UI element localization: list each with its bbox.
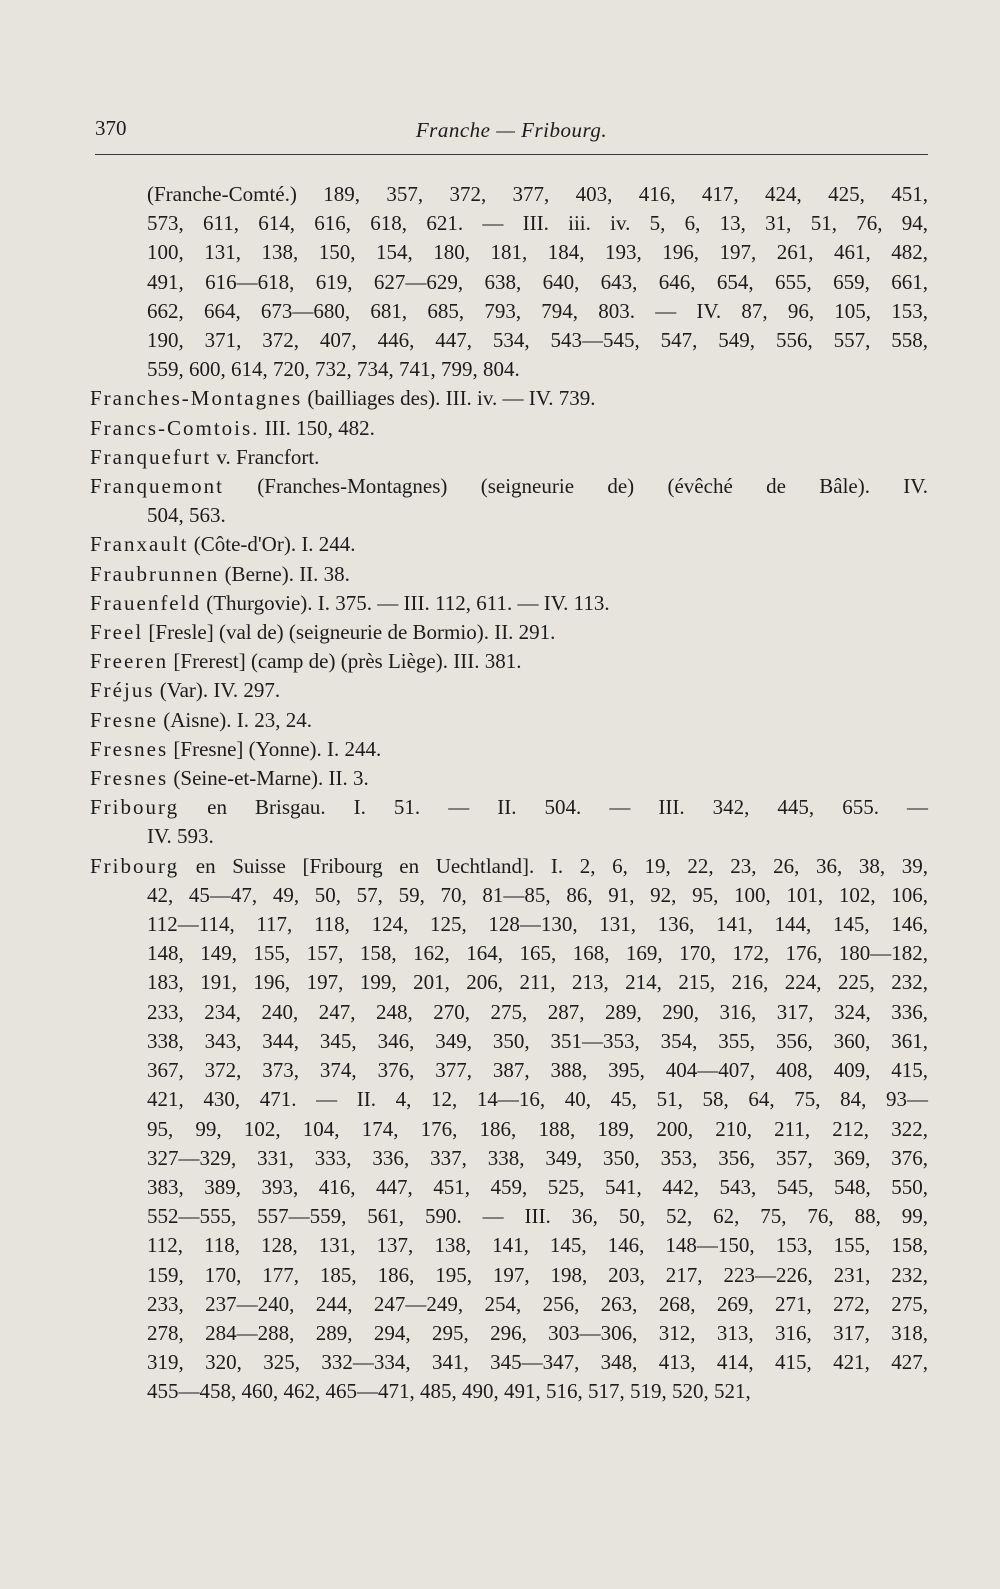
index-entry-frejus <box>90 676 928 705</box>
index-entry-franxault <box>90 530 928 559</box>
entry-text: (Berne). II. 38. <box>219 561 350 586</box>
entry-text: 338, 343, 344, 345, 346, 349, 350, 351—353, 354, 355, 356, 360, 361, <box>147 1028 928 1053</box>
entry-headword: Franquemont <box>90 474 224 499</box>
entry-text: 383, 389, 393, 416, 447, 451, 459, 525, 541, 442, 543, 545, 548, 550, <box>147 1174 928 1199</box>
entry-line <box>90 793 928 822</box>
entry-text: (Franches-Montagnes) (seigneurie de) (évêché de Bâle). IV. <box>223 474 928 499</box>
entry-line <box>90 238 928 267</box>
entry-line <box>90 268 928 297</box>
entry-text: 278, 284—288, 289, 294, 295, 296, 303—306, 312, 313, 316, 317, 318, <box>147 1320 928 1345</box>
entry-text: III. 150, 482. <box>259 415 375 440</box>
index-entry-franches-montagnes <box>90 384 928 413</box>
entry-line <box>90 297 928 326</box>
entry-text: 112, 118, 128, 131, 137, 138, 141, 145, 146, 148—150, 153, 155, 158, <box>147 1233 928 1258</box>
entry-text: 159, 170, 177, 185, 186, 195, 197, 198, 203, 217, 223—226, 231, 232, <box>147 1262 928 1287</box>
entry-line <box>90 1056 928 1085</box>
index-entry-francs-comtois <box>90 414 928 443</box>
entry-line <box>90 384 928 413</box>
entry-line <box>90 910 928 939</box>
entry-text: 148, 149, 155, 157, 158, 162, 164, 165, 168, 169, 170, 172, 176, 180—182, <box>147 941 928 966</box>
index-entries <box>90 180 928 1407</box>
index-entry-fraubrunnen <box>90 560 928 589</box>
entry-headword: Franquefurt <box>90 444 212 469</box>
entry-text: 42, 45—47, 49, 50, 57, 59, 70, 81—85, 86, 91, 92, 95, 100, 101, 102, 106, <box>147 882 928 907</box>
entry-headword: Frauenfeld <box>90 590 201 615</box>
entry-text: [Fresle] (val de) (seigneurie de Bormio). II. 291. <box>143 620 556 645</box>
entry-headword: Fresnes <box>90 736 169 761</box>
entry-line <box>90 1231 928 1260</box>
entry-line <box>90 209 928 238</box>
entry-line <box>90 1115 928 1144</box>
entry-text: 552—555, 557—559, 561, 590. — III. 36, 50, 52, 62, 75, 76, 88, 99, <box>147 1204 928 1229</box>
entry-text: 662, 664, 673—680, 681, 685, 793, 794, 803. — IV. 87, 96, 105, 153, <box>147 298 928 323</box>
entry-line <box>90 1290 928 1319</box>
index-entry-fribourg-brisgau <box>90 793 928 851</box>
entry-line <box>90 1202 928 1231</box>
entry-line <box>90 735 928 764</box>
entry-text: (Aisne). I. 23, 24. <box>158 707 312 732</box>
entry-line <box>90 180 928 209</box>
index-entry-fresnes-yonne <box>90 735 928 764</box>
entry-line <box>90 618 928 647</box>
index-entry-fribourg-suisse <box>90 852 928 1407</box>
running-title: Franche — Fribourg. <box>415 118 608 142</box>
entry-line <box>90 1348 928 1377</box>
entry-text: en Brisgau. I. 51. — II. 504. — III. 342, 445, 655. — <box>179 795 928 820</box>
entry-line <box>90 326 928 355</box>
entry-text: 455—458, 460, 462, 465—471, 485, 490, 491, 516, 517, 519, 520, 521, <box>147 1379 751 1404</box>
entry-text: 491, 616—618, 619, 627—629, 638, 640, 643, 646, 654, 655, 659, 661, <box>147 269 928 294</box>
index-entry-franche-comte-cont <box>90 180 928 384</box>
entry-line <box>90 939 928 968</box>
entry-line <box>90 1144 928 1173</box>
entry-text: (Seine-et-Marne). II. 3. <box>168 766 369 791</box>
index-entry-franquemont <box>90 472 928 530</box>
entry-headword: Franxault <box>90 532 189 557</box>
index-entry-fresne <box>90 706 928 735</box>
entry-line <box>90 1085 928 1114</box>
entry-line <box>90 472 928 501</box>
entry-text: (Var). IV. 297. <box>154 678 281 703</box>
entry-headword: Fresne <box>90 707 158 732</box>
entry-headword: Fribourg <box>90 853 180 878</box>
entry-line <box>90 1173 928 1202</box>
entry-line <box>90 560 928 589</box>
entry-line <box>90 1027 928 1056</box>
entry-text: 190, 371, 372, 407, 446, 447, 534, 543—545, 547, 549, 556, 557, 558, <box>147 328 928 353</box>
entry-text: v. Francfort. <box>211 444 320 469</box>
entry-text: (Franche-Comté.) 189, 357, 372, 377, 403, 416, 417, 424, 425, 451, <box>147 182 928 206</box>
index-entry-franquefurt <box>90 443 928 472</box>
entry-line <box>90 676 928 705</box>
page-header <box>95 116 928 152</box>
entry-line <box>90 414 928 443</box>
entry-text: 233, 237—240, 244, 247—249, 254, 256, 263, 268, 269, 271, 272, 275, <box>147 1291 928 1316</box>
entry-text: 367, 372, 373, 374, 376, 377, 387, 388, 395, 404—407, 408, 409, 415, <box>147 1058 928 1083</box>
entry-headword: Fribourg <box>90 795 180 820</box>
entry-headword: Freeren <box>90 649 169 674</box>
header-rule <box>95 154 928 155</box>
entry-headword: Fresnes <box>90 766 169 791</box>
entry-text: (bailliages des). III. iv. — IV. 739. <box>302 386 596 411</box>
entry-text: 95, 99, 102, 104, 174, 176, 186, 188, 189, 200, 210, 211, 212, 322, <box>147 1116 928 1141</box>
index-entry-freeren <box>90 647 928 676</box>
entry-line <box>90 968 928 997</box>
entry-headword: Franches-Montagnes <box>90 386 303 411</box>
entry-line <box>90 443 928 472</box>
entry-line <box>90 530 928 559</box>
index-entry-frauenfeld <box>90 589 928 618</box>
entry-line <box>90 881 928 910</box>
entry-text: 183, 191, 196, 197, 199, 201, 206, 211, 213, 214, 215, 216, 224, 225, 232, <box>147 970 928 995</box>
entry-line <box>90 1377 928 1406</box>
entry-line <box>90 852 928 881</box>
entry-text: (Thurgovie). I. 375. — III. 112, 611. — IV. 113. <box>200 590 610 615</box>
entry-text: (Côte-d'Or). I. 244. <box>188 532 356 557</box>
entry-line <box>90 706 928 735</box>
entry-text: 112—114, 117, 118, 124, 125, 128—130, 131, 136, 141, 144, 145, 146, <box>147 912 928 937</box>
entry-text: IV. 593. <box>147 824 214 849</box>
page-number: 370 <box>95 116 127 140</box>
entry-text: [Frerest] (camp de) (près Liège). III. 381. <box>168 649 522 674</box>
entry-line <box>90 647 928 676</box>
entry-text: 319, 320, 325, 332—334, 341, 345—347, 348, 413, 414, 415, 421, 427, <box>147 1350 928 1375</box>
entry-text: [Fresne] (Yonne). I. 244. <box>168 736 382 761</box>
entry-headword: Fréjus <box>90 678 155 703</box>
entry-text: 100, 131, 138, 150, 154, 180, 181, 184, 193, 196, 197, 261, 461, 482, <box>147 240 928 265</box>
entry-line <box>90 501 928 530</box>
entry-text: en Suisse [Fribourg en Uechtland]. I. 2, 6, 19, 22, 23, 26, 36, 38, 39, <box>179 853 928 878</box>
entry-text: 559, 600, 614, 720, 732, 734, 741, 799, 804. <box>147 357 520 382</box>
index-entry-fresnes-seine <box>90 764 928 793</box>
entry-line <box>90 822 928 851</box>
entry-text: 504, 563. <box>147 503 226 528</box>
entry-text: 573, 611, 614, 616, 618, 621. — III. iii. iv. 5, 6, 13, 31, 51, 76, 94, <box>147 211 928 236</box>
entry-line <box>90 998 928 1027</box>
entry-text: 233, 234, 240, 247, 248, 270, 275, 287, 289, 290, 316, 317, 324, 336, <box>147 999 928 1024</box>
entry-line <box>90 764 928 793</box>
entry-text: 327—329, 331, 333, 336, 337, 338, 349, 350, 353, 356, 357, 369, 376, <box>147 1145 928 1170</box>
entry-line <box>90 1319 928 1348</box>
entry-text: 421, 430, 471. — II. 4, 12, 14—16, 40, 45, 51, 58, 64, 75, 84, 93— <box>147 1087 928 1112</box>
entry-line <box>90 355 928 384</box>
entry-headword: Fraubrunnen <box>90 561 220 586</box>
entry-line <box>90 1261 928 1290</box>
entry-headword: Freel <box>90 620 144 645</box>
entry-headword: Francs-Comtois. <box>90 415 260 440</box>
entry-line <box>90 589 928 618</box>
index-entry-freel <box>90 618 928 647</box>
